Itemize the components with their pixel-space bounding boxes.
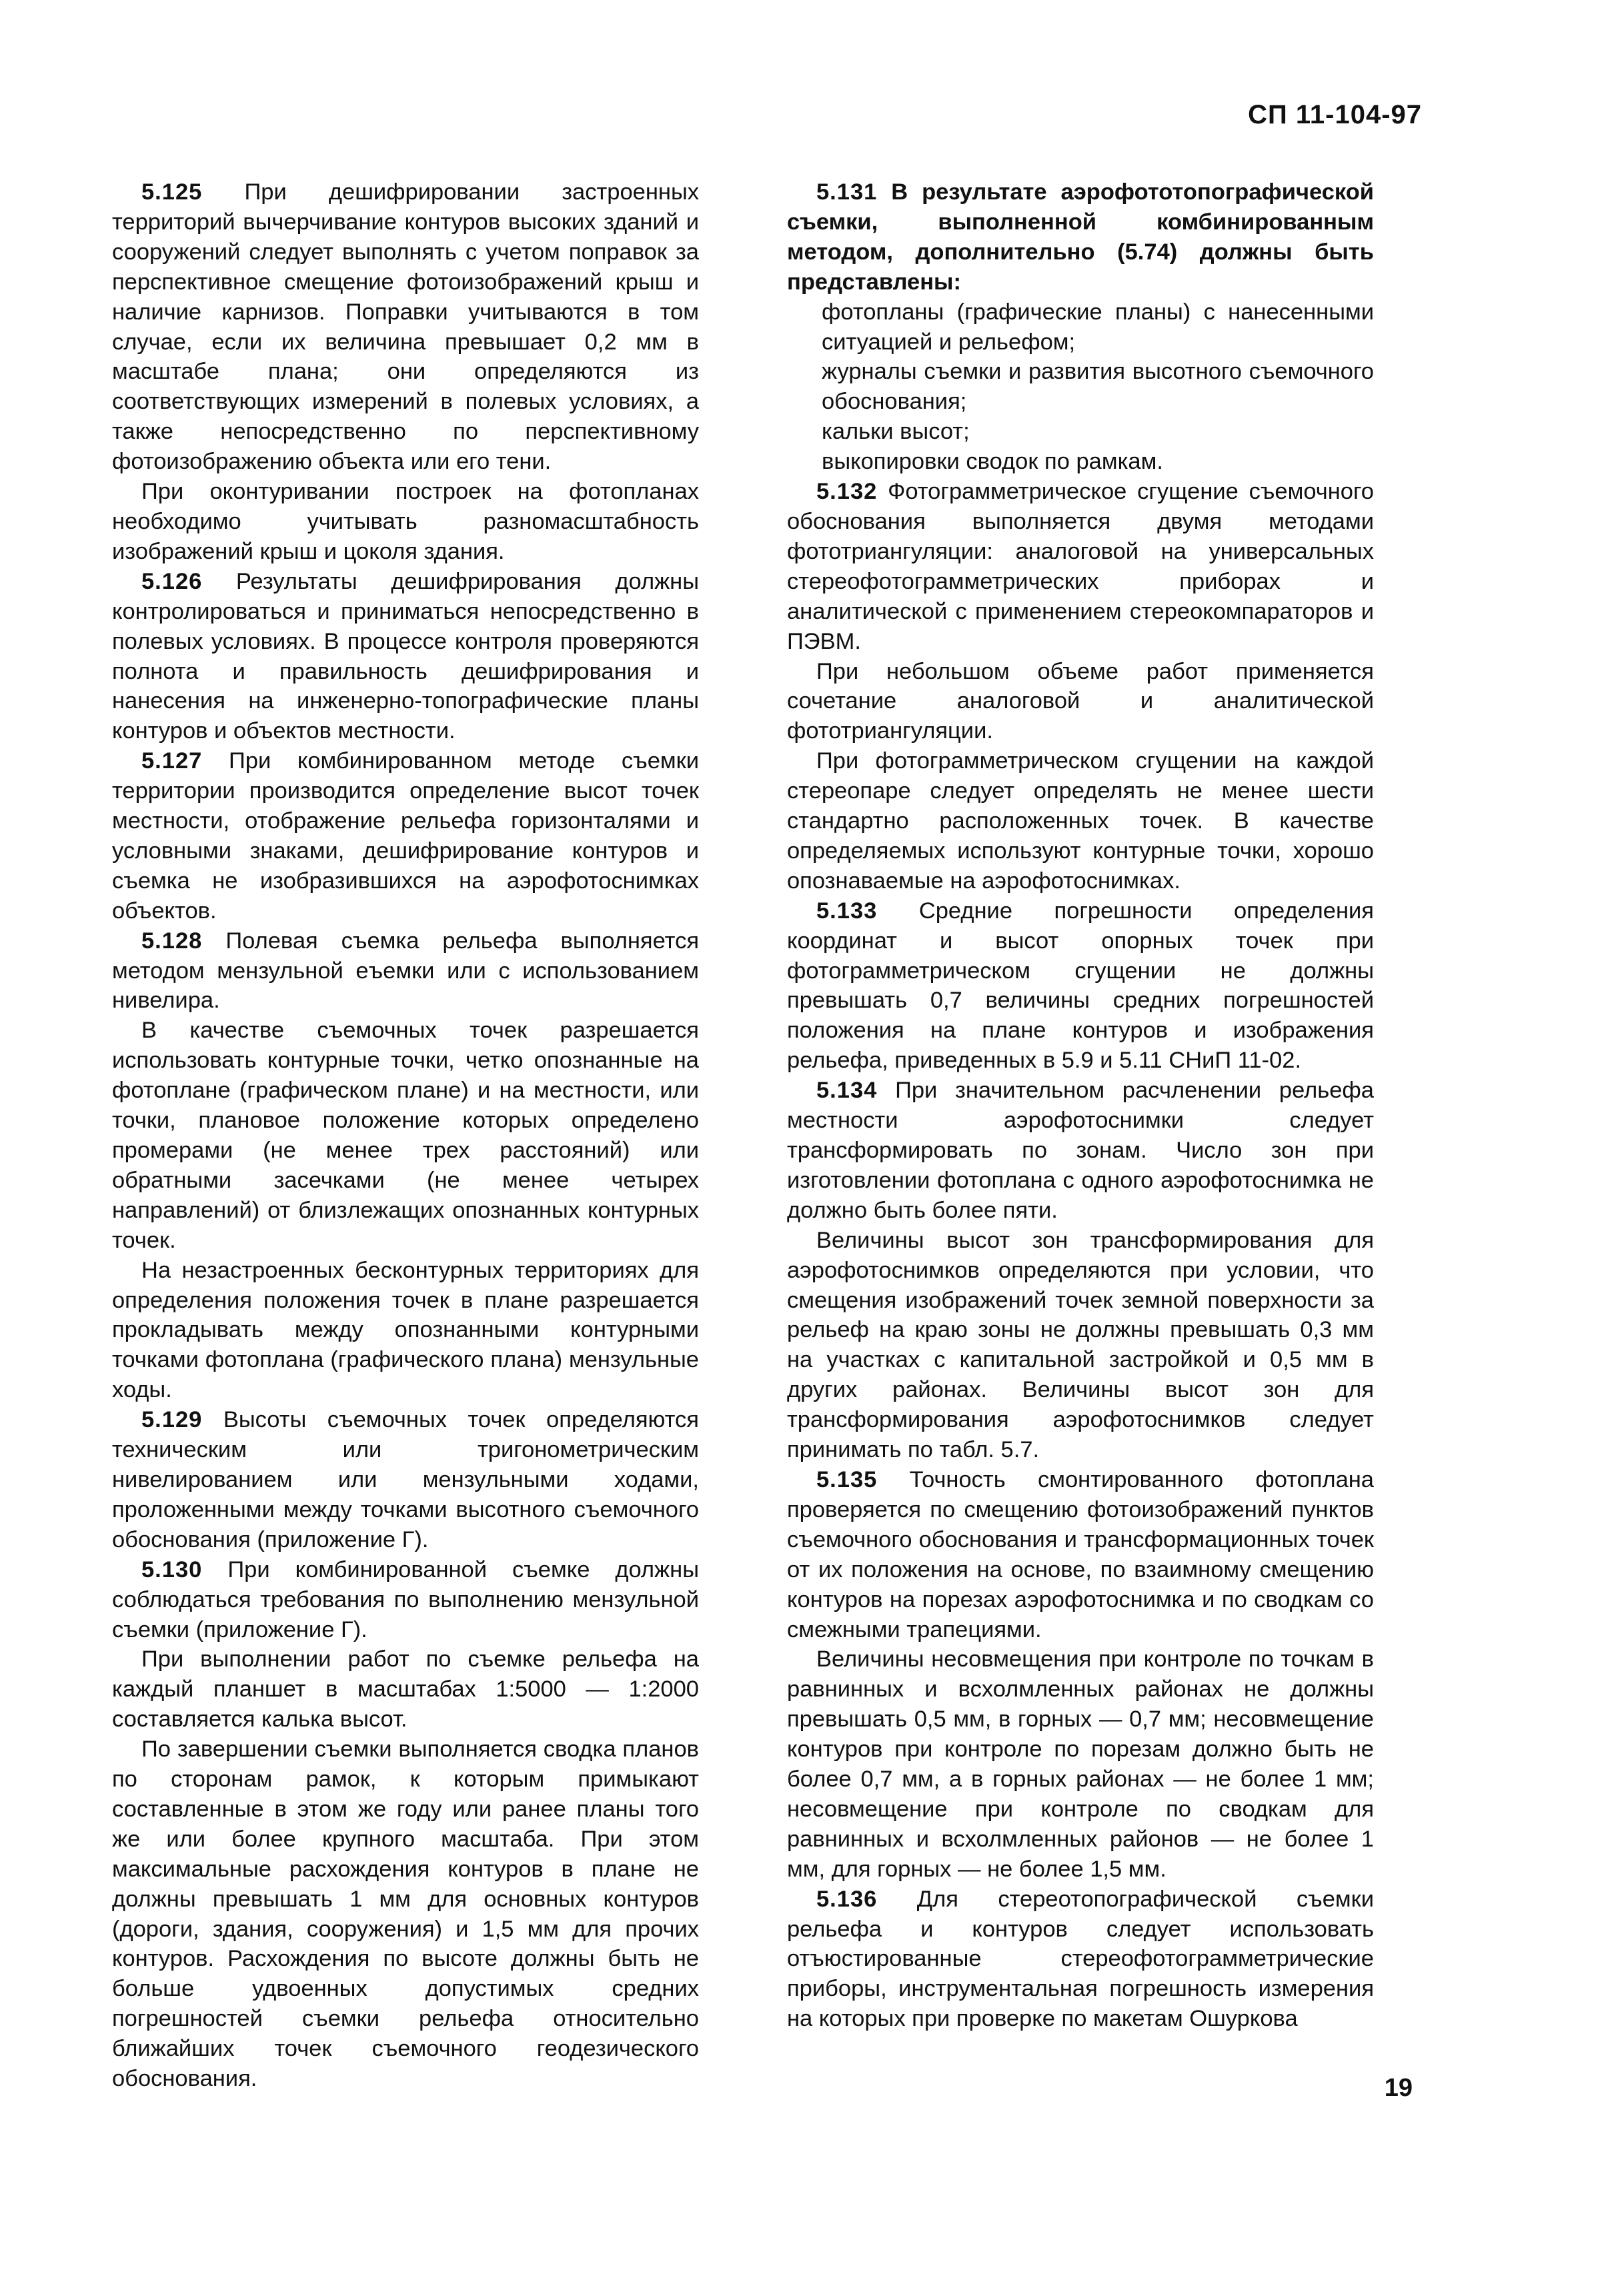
- paragraph-text: При фотограмметрическом сгущении на каждой стереопаре следует определять не менее шести стандартно расположенных точек. В качестве определяемых используют контурные точки, хорошо опознаваемые на аэрофотоснимках.: [787, 748, 1374, 894]
- paragraph: [112, 567, 699, 746]
- paragraph: [787, 1076, 1374, 1226]
- left-column: [112, 177, 699, 2094]
- clause-number: 5.132: [816, 479, 878, 505]
- paragraph-text: При небольшом объеме работ применяется сочетание аналоговой и аналитической фототриангуляции.: [787, 658, 1374, 744]
- section-heading: [787, 177, 1374, 297]
- page-number: 19: [1384, 2074, 1413, 2102]
- clause-number: 5.136: [816, 1886, 878, 1912]
- paragraph: [112, 1735, 699, 2094]
- paragraph-text: В качестве съемочных точек разрешается использовать контурные точки, четко опознанные на фотоплане (графическом плане) и на местности, или точки, плановое положение которых определено промерами (не менее трех расстояний) или обратными засечками (не менее четырех направлений) от близлежащих опознанных контурных точек.: [112, 1018, 699, 1253]
- paragraph: [787, 746, 1374, 896]
- paragraph-text: Результаты дешифрирования должны контролироваться и приниматься непосредственно в полевых условиях. В процессе контроля проверяются полнота и правильность дешифрирования и нанесения на инженерно-топографические планы контуров и объектов местности.: [112, 568, 699, 744]
- paragraph: [112, 1405, 699, 1555]
- clause-number: 5.131: [816, 179, 878, 205]
- paragraph-text: По завершении съемки выполняется сводка планов по сторонам рамок, к которым примыкают составленные в этом же году или ранее планы того же или более крупного масштаба. При этом максимальные расхождения контуров в плане не должны превышать 1 мм для основных контуров (дороги, здания, сооружения) и 1,5 мм для прочих контуров. Расхождения по высоте должны быть не больше удвоенных допустимых средних погрешностей съемки рельефа относительно ближайших точек съемочного геодезического обоснования.: [112, 1737, 699, 2092]
- list-item: выкопировки сводок по рамкам.: [822, 449, 1163, 475]
- paragraph: [787, 1644, 1374, 1884]
- paragraph: [787, 896, 1374, 1076]
- paragraph: [787, 477, 1374, 656]
- clause-number: 5.134: [816, 1078, 878, 1104]
- paragraph-text: При комбинированной съемке должны соблюдаться требования по выполнению мензульной съемки (приложение Г).: [112, 1556, 699, 1642]
- paragraph-text: Величины несовмещения при контроле по точкам в равнинных и всхолмленных районах не должны превышать 0,5 мм, в горных — 0,7 мм; несовмещение контуров при контроле по порезам должно быть не более 0,7 мм, а в горных районах — не более 1 мм; несовмещение при контроле по сводкам для равнинных и всхолмленных районов — не более 1 мм, для горных — не более 1,5 мм.: [787, 1646, 1374, 1882]
- list-item: фотопланы (графические планы) с нанесенными ситуацией и рельефом;: [822, 299, 1374, 355]
- paragraph-text: При комбинированном методе съемки территории производится определение высот точек местности, отображение рельефа горизонталями и условными знаками, дешифрирование контуров и съемка не изобразившихся на аэрофотоснимках объектов.: [112, 748, 699, 924]
- paragraph: [112, 1016, 699, 1255]
- paragraph: [112, 1644, 699, 1735]
- paragraph: [112, 477, 699, 567]
- clause-number: 5.125: [141, 179, 203, 205]
- paragraph-text: При выполнении работ по съемке рельефа на каждый планшет в масштабах 1:5000 — 1:2000 составляется калька высот.: [112, 1646, 699, 1733]
- paragraph: [112, 1555, 699, 1645]
- paragraph: [112, 926, 699, 1016]
- list-item: кальки высот;: [822, 419, 970, 445]
- list-item: журналы съемки и развития высотного съемочного обоснования;: [822, 359, 1374, 415]
- paragraph: [112, 1256, 699, 1406]
- document-code-header: СП 11-104-97: [1248, 100, 1422, 129]
- paragraph: [112, 177, 699, 477]
- right-column: [787, 177, 1374, 2034]
- paragraph-text: При значительном расчленении рельефа местности аэрофотоснимки следует трансформировать по зонам. Число зон при изготовлении фотоплана с одного аэрофотоснимка не должно быть более пяти.: [787, 1078, 1374, 1223]
- clause-number: 5.128: [141, 928, 203, 954]
- paragraph: [787, 1465, 1374, 1644]
- paragraph: [787, 657, 1374, 747]
- paragraph-text: Средние погрешности определения координат и высот опорных точек при фотограмметрическом сгущении не должны превышать 0,7 величины средних погрешностей положения на плане контуров и изображения рельефа, приведенных в 5.9 и 5.11 СНиП 11-02.: [787, 898, 1374, 1074]
- clause-number: 5.127: [141, 748, 203, 774]
- clause-number: 5.130: [141, 1556, 203, 1582]
- clause-number: 5.133: [816, 898, 878, 924]
- paragraph-text: При дешифрировании застроенных территорий вычерчивание контуров высоких зданий и сооружений следует выполнять с учетом поправок за перспективное смещение фотоизображений крыш и наличие карнизов. Поправки учитываются в том случае, если их величина превышает 0,2 мм в масштабе плана; они определяются из соответствующих измерений в полевых условиях, а также непосредственно по перспективному фотоизображению объекта или его тени.: [112, 179, 699, 475]
- paragraph: [787, 1885, 1374, 2035]
- paragraph: [112, 746, 699, 926]
- heading-text: В результате аэрофототопографической съемки, выполненной комбинированным методом, дополнительно (5.74) должны быть представлены:: [787, 179, 1374, 295]
- paragraph-text: Высоты съемочных точек определяются техническим или тригонометрическим нивелированием или мензульными ходами, проложенными между точками высотного съемочного обоснования (приложение Г).: [112, 1407, 699, 1552]
- paragraph-text: Точность смонтированного фотоплана проверяется по смещению фотоизображений пунктов съемочного обоснования и трансформационных точек от их положения на основе, по взаимному смещению контуров на порезах аэрофотоснимка и по сводкам со смежными трапециями.: [787, 1466, 1374, 1642]
- clause-number: 5.129: [141, 1407, 203, 1433]
- paragraph-text: При оконтуривании построек на фотопланах необходимо учитывать разномасштабность изображений крыш и цоколя здания.: [112, 479, 699, 564]
- paragraph-text: Полевая съемка рельефа выполняется методом мензульной еъемки или с использованием нивелира.: [112, 928, 699, 1014]
- paragraph-text: Фотограмметрическое сгущение съемочного обоснования выполняется двумя методами фототриангуляции: аналоговой на универсальных стереофотограмметрических приборах и аналитической с применением стереокомпараторов и ПЭВМ.: [787, 479, 1374, 654]
- clause-number: 5.135: [816, 1466, 878, 1492]
- paragraph-text: На незастроенных бесконтурных территориях для определения положения точек в плане разрешается прокладывать между опознанными контурными точками фотоплана (графического плана) мензульные ходы.: [112, 1257, 699, 1403]
- paragraph: [787, 1226, 1374, 1465]
- clause-number: 5.126: [141, 568, 203, 594]
- paragraph-text: Для стереотопографической съемки рельефа и контуров следует использовать отъюстированные стереофотограмметрические приборы, инструментальная погрешность измерения на которых при проверке по макетам Ошуркова: [787, 1886, 1374, 2032]
- paragraph-text: Величины высот зон трансформирования для аэрофотоснимков определяются при условии, что смещения изображений точек земной поверхности за рельеф на краю зоны не должны превышать 0,3 мм на участках с капитальной застройкой и 0,5 мм в других районах. Величины высот зон для трансформирования аэрофотоснимков следует принимать по табл. 5.7.: [787, 1227, 1374, 1463]
